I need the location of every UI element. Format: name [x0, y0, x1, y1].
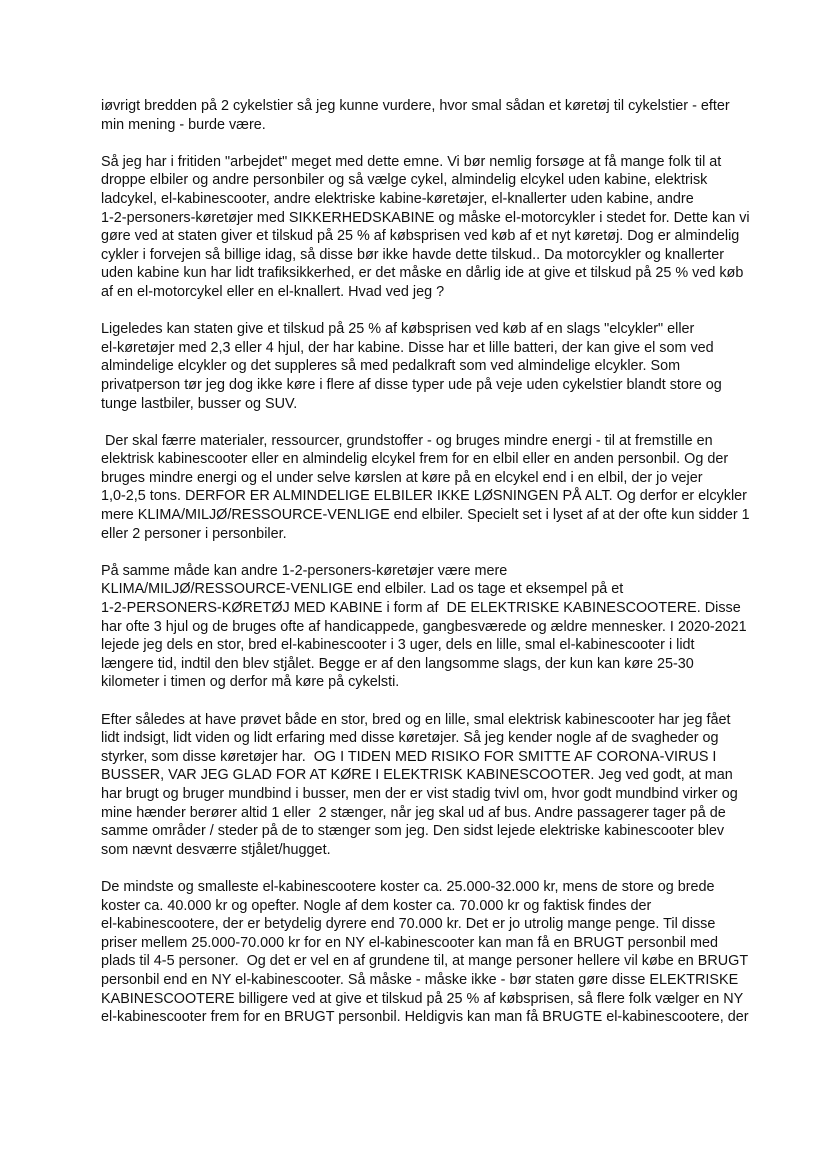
text-line: el-kabinescooter frem for en BRUGT personbil. Heldigvis kan man få BRUGTE el-kabinescootere, der — [101, 1009, 749, 1026]
text-line: min mening - burde være. — [101, 116, 266, 133]
document-body — [101, 97, 750, 1045]
text-line: mine hænder berører altid 1 eller 2 stænger, når jeg skal ud af bus. Andre passagerer tager på de — [101, 804, 726, 821]
text-line: af en el-motorcykel eller en el-knallert. Hvad ved jeg ? — [101, 283, 445, 300]
text-line: lidt indsigt, lidt viden og lidt erfaring med disse køretøjer. Så jeg kender nogle af de svagheder og — [101, 730, 719, 747]
text-line: Ligeledes kan staten give et tilskud på 25 % af købsprisen ved køb af en slags "elcykler" eller — [101, 321, 695, 338]
text-line: 1,0-2,5 tons. DERFOR ER ALMINDELIGE ELBILER IKKE LØSNINGEN PÅ ALT. Og derfor er elcykler — [101, 488, 747, 505]
text-line: De mindste og smalleste el-kabinescootere koster ca. 25.000-32.000 kr, mens de store og brede — [101, 878, 715, 895]
text-line: priser mellem 25.000-70.000 kr for en NY el-kabinescooter kan man få en BRUGT personbil med — [101, 934, 718, 951]
text-line: droppe elbiler og andre personbiler og så vælge cykel, almindelig elcykel uden kabine, elektrisk — [101, 172, 708, 189]
text-line: 1-2-PERSONERS-KØRETØJ MED KABINE i form af DE ELEKTRISKE KABINESCOOTERE. Disse — [101, 600, 741, 617]
text-line: cykler i forvejen så billige idag, så disse bør ikke havde dette tilskud.. Da motorcykler og knallerter — [101, 246, 725, 263]
text-line: længere tid, indtil den blev stjålet. Begge er af den langsomme slags, der kun kan køre 25-30 — [101, 655, 694, 672]
text-line: Så jeg har i fritiden "arbejdet" meget med dette emne. Vi bør nemlig forsøge at få mange folk til at — [101, 153, 722, 170]
text-line: personbil end en NY el-kabinescooter. Så måske - måske ikke - bør staten gøre disse ELEKTRISKE — [101, 971, 739, 988]
text-line: har ofte 3 hjul og de bruges ofte af handicappede, gangbesværede og ældre mennesker. I 2020-2021 — [101, 618, 747, 635]
text-line: lejede jeg dels en stor, bred el-kabinescooter i 3 uger, dels en lille, smal el-kabinescooter i lidt — [101, 637, 695, 654]
paragraph-5 — [101, 562, 747, 692]
text-line: uden kabine kun har lidt trafiksikkerhed, er det måske en dårlig ide at give et tilskud på 25 % ved køb — [101, 265, 744, 282]
text-line: koster ca. 40.000 kr og opefter. Nogle af dem koster ca. 70.000 kr og faktisk findes der — [101, 897, 652, 914]
paragraph-6 — [101, 711, 741, 860]
paragraph-2 — [101, 153, 750, 302]
text-line: iøvrigt bredden på 2 cykelstier så jeg kunne vurdere, hvor smal sådan et køretøj til cykelstier - efter — [101, 98, 730, 114]
text-line: gøre ved at staten giver et tilskud på 25 % af købsprisen ved køb af et nyt køretøj. Dog er almindelig — [101, 228, 740, 245]
text-line: BUSSER, VAR JEG GLAD FOR AT KØRE I ELEKTRISK KABINESCOOTER. Jeg ved godt, at man — [101, 767, 733, 784]
text-line: eller 2 personer i personbiler. — [101, 525, 287, 542]
text-line: ladcykel, el-kabinescooter, andre elektriske kabine-køretøjer, el-knallerter uden kabine, andre — [101, 190, 694, 207]
paragraph-4 — [101, 432, 750, 544]
text-line: har brugt og bruger mundbind i busser, men der er vist stadig tvivl om, hvor godt mundbind virker og — [101, 785, 738, 802]
text-line: KABINESCOOTERE billigere ved at give et tilskud på 25 % af købsprisen, så flere folk vælger en NY — [101, 990, 744, 1007]
text-line: bruges mindre energi og el under selve kørslen at køre på en elcykel end i en elbil, der jo vejer — [101, 469, 703, 486]
text-line: KLIMA/MILJØ/RESSOURCE-VENLIGE end elbiler. Lad os tage et eksempel på et — [101, 581, 624, 598]
text-line: almindelige elcykler og det suppleres så med pedalkraft som ved almindelige elcykler. Som — [101, 358, 681, 375]
text-line: 1-2-personers-køretøjer med SIKKERHEDSKABINE og måske el-motorcykler i stedet for. Dette kan vi — [101, 209, 750, 226]
text-line: Efter således at have prøvet både en stor, bred og en lille, smal elektrisk kabinescooter har jeg fået — [101, 711, 731, 728]
text-line: kilometer i timen og derfor må køre på cykelsti. — [101, 674, 400, 691]
paragraph-3 — [101, 320, 741, 413]
paragraph-7 — [101, 878, 749, 1027]
text-line: På samme måde kan andre 1-2-personers-køretøjer være mere — [101, 562, 508, 579]
text-line: Der skal færre materialer, ressourcer, grundstoffer - og bruges mindre energi - til at fremstille en — [101, 432, 713, 449]
text-line: plads til 4-5 personer. Og det er vel en af grundene til, at mange personer hellere vil købe en BRUGT — [101, 953, 749, 970]
text-line: som nævnt desværre stjålet/hugget. — [101, 841, 331, 858]
text-line: mere KLIMA/MILJØ/RESSOURCE-VENLIGE end elbiler. Specielt set i lyset af at der ofte kun sidder 1 — [101, 507, 750, 524]
text-line: privatperson tør jeg dog ikke køre i flere af disse typer ude på veje uden cykelstier blandt store og — [101, 376, 722, 393]
text-line: tunge lastbiler, busser og SUV. — [101, 395, 298, 412]
paragraph-1 — [101, 97, 741, 134]
text-line: samme områder / steder på de to stænger som jeg. Den sidst lejede elektriske kabinescooter blev — [101, 823, 725, 840]
text-line: styrker, som disse køretøjer har. OG I TIDEN MED RISIKO FOR SMITTE AF CORONA-VIRUS I — [101, 748, 717, 765]
text-line: el-kabinescootere, der er betydelig dyrere end 70.000 kr. Det er jo utrolig mange penge. Til disse — [101, 916, 716, 933]
text-line: elektrisk kabinescooter eller en almindelig elcykel frem for en elbil eller en anden personbil. Og der — [101, 451, 729, 468]
text-line: el-køretøjer med 2,3 eller 4 hjul, der har kabine. Disse har et lille batteri, der kan give el som ved — [101, 339, 714, 356]
